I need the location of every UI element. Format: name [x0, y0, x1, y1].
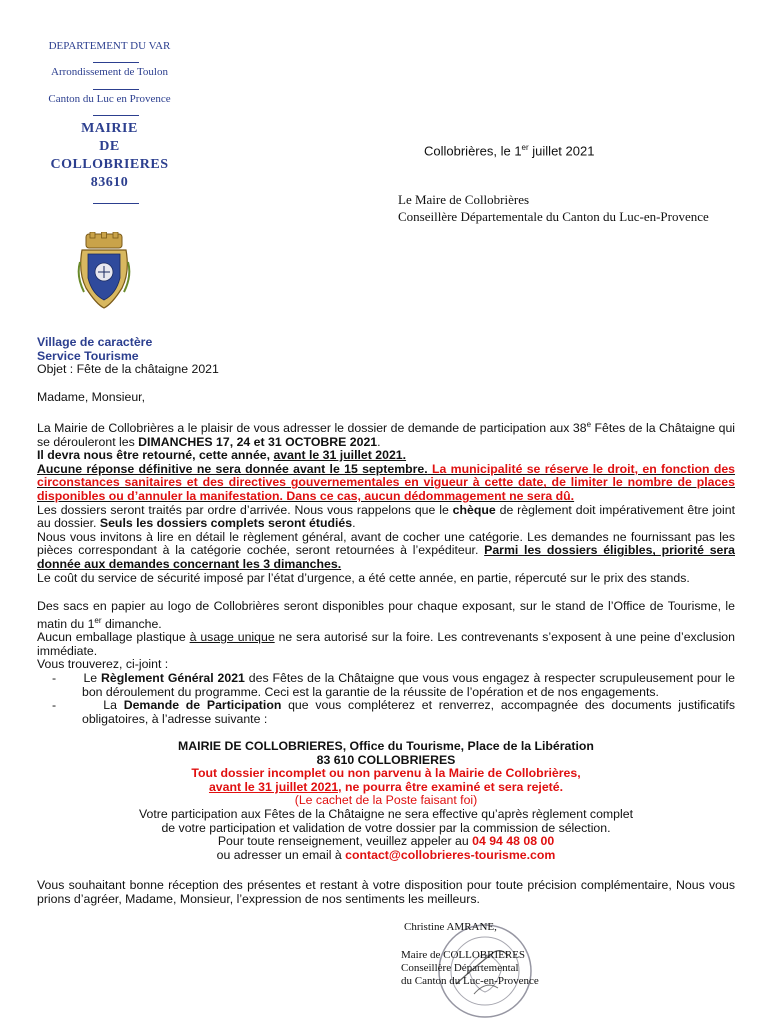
paragraph-notice: Aucune réponse définitive ne sera donnée avant le 15 septembre. La municipalité se réserve le droit, en fonction des circonstances sanitaires et des directives gouvernementales en vigueur à cette date, de limiter le nombre de places disponibles ou d’annuler la manifestation. Dans ce cas, aucun dédommagement ne sera dû. [37, 461, 736, 504]
paragraph-attached: Vous trouverez, ci-joint : [37, 657, 169, 672]
paragraph-security: Le coût du service de sécurité imposé par l’état d’urgence, a été cette année, en partie, répercuté sur le prix des stands. [37, 570, 690, 585]
letter-date: Collobrières, le 1er juillet 2021 [424, 143, 595, 159]
letter-heading [37, 336, 735, 377]
paragraph-rules: Nous vous invitons à lire en détail le règlement général, avant de cocher une catégorie. Les demandes ne fournissant pas les pièces correspondant à la catégorie cochée, seront retournées à l’expéditeur. Parmi les dossiers éligibles, priorité sera donnée aux demandes concernant les 3 dimanches. [37, 529, 735, 572]
attachment-item-demande: - La Demande de Participation que vous compléterez et renverrez, accompagnée des documents justificatifs obligatoires, à l’adresse suivante : [52, 698, 735, 726]
paragraph-plastic: Aucun emballage plastique à usage unique ne sera autorisé sur la foire. Les contrevenants s’exposent à une peine d’exclusion immédiate. [37, 630, 735, 658]
email-line: ou adresser un email à contact@collobrieres-tourisme.com [216, 847, 556, 862]
warning-line-1: Tout dossier incomplet ou non parvenu à la Mairie de Collobrières, [191, 766, 581, 781]
mairie-line-1: MAIRIE [81, 121, 138, 136]
sender-block [398, 191, 728, 225]
signatory-title-1: Maire de COLLOBRIERES [401, 949, 526, 961]
paragraph-bags: Des sacs en papier au logo de Collobrières seront disponibles pour chaque exposant, sur le stand de l’Office de Tourisme, le matin du 1er dimanche. [37, 599, 735, 631]
signatory-name: Christine AMRANE, [404, 921, 497, 933]
coat-of-arms-logo [76, 232, 132, 310]
paragraph-intro: La Mairie de Collobrières a le plaisir de vous adresser le dossier de demande de participation aux 38e Fêtes de la Châtaigne qui se dérouleront les DIMANCHES 17, 24 et 31 OCTOBRE 2021. [37, 420, 736, 449]
address-block [37, 740, 735, 862]
mairie-line-3: COLLOBRIERES [50, 157, 169, 172]
sender-line-1: Le Maire de Collobrières [398, 192, 530, 207]
address-line-1: MAIRIE DE COLLOBRIERES, Office du Tourisme, Place de la Libération [178, 739, 594, 753]
letterhead-divider [93, 89, 139, 90]
village-label: Village de caractère [37, 335, 153, 349]
center-line-1: Votre participation aux Fêtes de la Châtaigne ne sera effective qu’après règlement complet [139, 806, 633, 821]
objet-line: Objet : Fête de la châtaigne 2021 [37, 362, 219, 377]
closing-paragraph: Vous souhaitant bonne réception des présentes et restant à votre disposition pour toute précision complémentaire, Nous vous prions d’agréer, Madame, Monsieur, l’expression de nos sentiments les meilleurs. [37, 878, 735, 906]
warning-line-2: avant le 31 juillet 2021, ne pourra être examiné et sera rejeté. [208, 779, 564, 794]
arrondissement-label: Arrondissement de Toulon [51, 66, 168, 78]
letter-body [37, 418, 735, 585]
paragraph-processing: Les dossiers seront traités par ordre d’arrivée. Nous vous rappelons que le chèque de règlement doit impérativement être joint au dossier. Seuls les dossiers complets seront étudiés. [37, 502, 736, 531]
warning-line-3: (Le cachet de la Poste faisant foi) [294, 793, 478, 808]
email-link[interactable]: contact@collobrieres-tourisme.com [345, 847, 556, 862]
center-line-2: de votre participation et validation de votre dossier par la commission de sélection. [161, 820, 611, 835]
paragraph-deadline: Il devra nous être retourné, cette année, avant le 31 juillet 2021. [37, 448, 407, 463]
department-label: DEPARTEMENT DU VAR [48, 40, 171, 52]
address-line-2: 83 610 COLLOBRIERES [316, 752, 456, 767]
letter-body-2 [37, 600, 735, 726]
signatory-title-3: du Canton du Luc-en-Provence [401, 975, 539, 987]
canton-label: Canton du Luc en Provence [48, 93, 171, 105]
signatory-title-2: Conseillère Départemental [401, 962, 519, 974]
attachment-item-reglement: - Le Règlement Général 2021 des Fêtes de la Châtaigne que vous vous engagez à respecter scrupuleusement pour le bon déroulement du programme. Ceci est la garantie de la réussite de l’opération et de nos engagements. [52, 671, 735, 699]
phone-line: Pour toute renseignement, veuillez appeler au 04 94 48 08 00 [217, 834, 555, 849]
service-label: Service Tourisme [37, 348, 139, 363]
letterhead-divider [93, 62, 139, 63]
salutation: Madame, Monsieur, [37, 390, 145, 404]
sender-line-2: Conseillère Départementale du Canton du Luc-en-Provence [398, 209, 709, 224]
letterhead-divider [93, 203, 139, 204]
mairie-line-2: DE [99, 139, 120, 154]
phone-number: 04 94 48 08 00 [472, 834, 555, 849]
letterhead-divider [93, 115, 139, 116]
mairie-postcode: 83610 [90, 175, 129, 190]
